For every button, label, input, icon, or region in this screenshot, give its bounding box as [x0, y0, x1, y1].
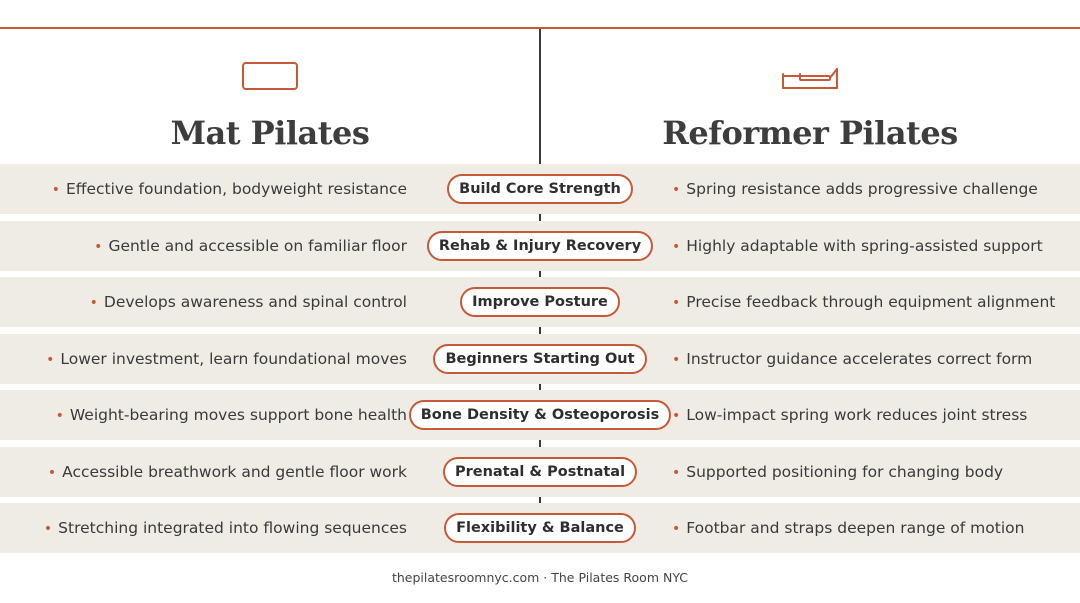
bullet-icon: • [94, 238, 103, 255]
reformer-benefit [672, 277, 1055, 327]
reformer-benefit-text: Spring resistance adds progressive challenge [686, 180, 1038, 198]
reformer-benefit-text: Low-impact spring work reduces joint stress [686, 406, 1028, 424]
goal-label: Beginners Starting Out [433, 344, 646, 374]
reformer-benefit [672, 334, 1032, 384]
bullet-icon: • [672, 521, 681, 537]
reformer-benefit [672, 503, 1024, 553]
goal-label: Prenatal & Postnatal [443, 457, 637, 487]
goal-label: Improve Posture [460, 287, 620, 317]
mat-benefit-text: Effective foundation, bodyweight resistance [65, 180, 407, 198]
bullet-icon: • [51, 182, 60, 198]
bullet-icon: • [43, 521, 53, 537]
bullet-icon: • [47, 464, 57, 481]
bullet-icon: • [672, 351, 681, 368]
comparison-row [0, 221, 1080, 271]
goal-label: Flexibility & Balance [444, 513, 636, 543]
reformer-benefit [672, 390, 1027, 440]
reformer-benefit-text: Footbar and straps deepen range of motion [686, 519, 1025, 537]
bullet-icon: • [672, 295, 681, 311]
mat-benefit-text: Stretching integrated into flowing sequences [58, 519, 407, 537]
comparison-row [0, 447, 1080, 497]
footer-credit: thepilatesroomnyc.com · The Pilates Room NYC [391, 570, 689, 585]
reformer-benefit-text: Instructor guidance accelerates correct form [686, 349, 1033, 368]
reformer-title: Reformer Pilates [662, 114, 958, 152]
comparison-row [0, 334, 1080, 384]
mat-benefit-text: Develops awareness and spinal control [103, 293, 407, 311]
goal-label: Build Core Strength [447, 174, 633, 204]
comparison-row [0, 390, 1080, 440]
reformer-benefit-text: Precise feedback through equipment alignment [686, 293, 1056, 311]
mat-title: Mat Pilates [170, 114, 370, 152]
reformer-benefit [672, 164, 1038, 214]
reformer-benefit-text: Highly adaptable with spring-assisted support [686, 236, 1043, 255]
reformer-icon [540, 62, 1080, 102]
reformer-benefit [672, 221, 1043, 271]
mat-benefit-text: Weight-bearing moves support bone health [69, 406, 407, 424]
mat-column-header [0, 50, 540, 152]
mat-icon [0, 62, 540, 102]
bullet-icon: • [672, 238, 681, 255]
bullet-icon: • [672, 408, 681, 424]
goal-label: Rehab & Injury Recovery [427, 231, 653, 261]
comparison-row [0, 164, 1080, 214]
goal-label: Bone Density & Osteoporosis [409, 400, 672, 430]
reformer-benefit [672, 447, 1003, 497]
bullet-icon: • [672, 182, 681, 198]
mat-benefit-text: Lower investment, learn foundational moves [60, 349, 407, 368]
mat-benefit-text: Gentle and accessible on familiar floor [108, 236, 407, 255]
bullet-icon: • [89, 295, 98, 311]
reformer-benefit-text: Supported positioning for changing body [686, 462, 1004, 481]
bullet-icon: • [46, 351, 55, 368]
bullet-icon: • [672, 464, 681, 481]
comparison-row [0, 503, 1080, 553]
reformer-column-header [540, 50, 1080, 152]
mat-benefit-text: Accessible breathwork and gentle floor work [62, 462, 407, 481]
bullet-icon: • [55, 408, 64, 424]
comparison-row [0, 277, 1080, 327]
